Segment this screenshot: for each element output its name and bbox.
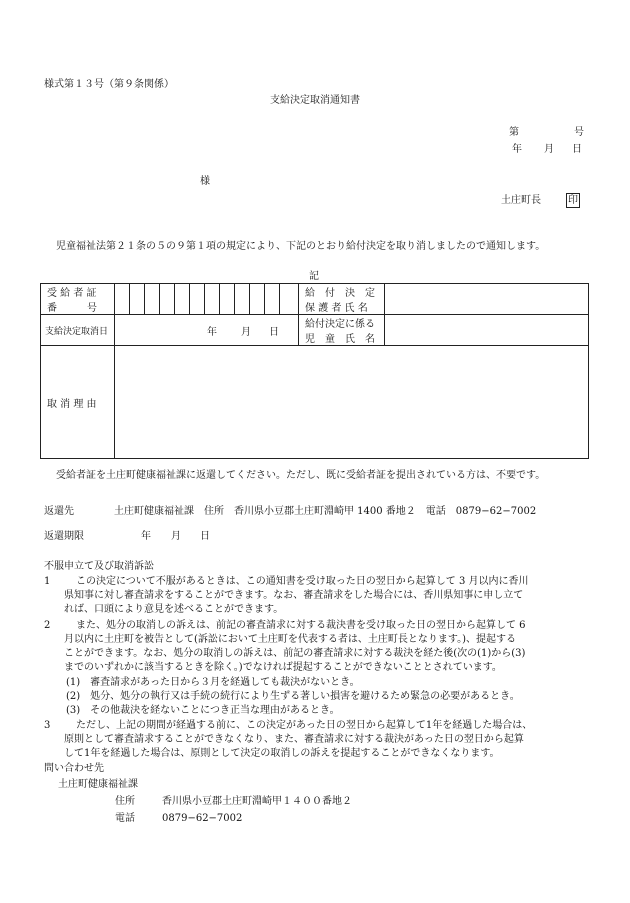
appeal-item2-line: また、処分の取消しの訴えは、前記の審査請求に対する裁決書を受け取った日の翌日から起算して 6 xyxy=(76,620,526,631)
deadline-day: 日 xyxy=(200,531,210,542)
appeal-sub-item: (1) 審査請求があった日から３月を経過しても裁決がないとき。 xyxy=(66,677,360,688)
appeal-item2-line: までのいずれかに該当するときを除く。)でなければ提起することができないこととされています。 xyxy=(64,662,502,673)
seal-icon: 印 xyxy=(568,195,578,206)
date-month: 月 xyxy=(544,144,554,155)
guardian-name-field[interactable] xyxy=(385,284,589,315)
cancellation-table xyxy=(40,283,589,459)
appeal-item2-line: ことができます。なお、処分の取消しの訴えは、前記の審査請求に対する裁決を経た後(次の(1)から(3) xyxy=(64,648,526,659)
digit-box[interactable] xyxy=(220,284,235,314)
deadline-month: 月 xyxy=(171,531,181,542)
contact-phone: 0879−62−7002 xyxy=(162,813,243,824)
appeal-item1-line: れば、口頭により意見を述べることができます。 xyxy=(64,604,284,615)
doc-number-prefix: 第 xyxy=(509,127,519,138)
digit-box[interactable] xyxy=(145,284,160,314)
appeal-item3-line: ただし、上記の期間が経過する前に、この決定があった日の翌日から起算して1年を経過した場合は、 xyxy=(76,720,533,731)
contact-phone-label: 電話 xyxy=(115,813,135,824)
date-day: 日 xyxy=(572,144,582,155)
cancel-date-day: 日 xyxy=(269,327,279,338)
cancel-date-year: 年 xyxy=(207,327,217,338)
appeal-sub-item: (3) その他裁決を経ないことにつき正当な理由があるとき。 xyxy=(66,705,340,716)
reason-field[interactable] xyxy=(115,346,589,459)
appeal-heading: 不服申立て及び取消訴訟 xyxy=(44,561,154,572)
table-row xyxy=(41,315,589,346)
return-notice-text: 受給者証を土庄町健康福祉課に返還してください。ただし、既に受給者証を提出されている方は、不要です。 xyxy=(56,470,546,481)
document-title: 支給決定取消通知書 xyxy=(270,95,360,106)
digit-box[interactable] xyxy=(130,284,145,314)
appeal-item3-line: 原則として審査請求することができなくなり、また、審査請求に対する裁決があった日の翌日から起算 xyxy=(64,734,524,745)
contact-department: 土庄町健康福祉課 xyxy=(58,779,138,790)
appeal-item1-line: 県知事に対し審査請求をすることができます。なお、審査請求をした場合には、香川県知事に申し立て xyxy=(64,590,524,601)
digit-box[interactable] xyxy=(235,284,250,314)
appeal-item3-number: 3 xyxy=(44,720,51,731)
form-number: 様式第１３号（第９条関係） xyxy=(44,79,174,90)
appeal-item3-line: して1年を経過した場合は、原則として決定の取消しの訴えを提起することができなくなります。 xyxy=(64,748,500,759)
ki-label: 記 xyxy=(309,271,319,282)
return-to-label: 返還先 xyxy=(44,506,74,517)
guardian-name-label: 給 付 決 定 保 護 者 氏 名 xyxy=(299,284,385,315)
doc-number-suffix: 号 xyxy=(574,127,584,138)
digit-box[interactable] xyxy=(175,284,190,314)
addressee-suffix: 様 xyxy=(200,176,210,187)
digit-box[interactable] xyxy=(160,284,175,314)
cancel-date-month: 月 xyxy=(241,327,251,338)
issuer-name: 土庄町長 xyxy=(501,195,541,206)
recipient-cert-number-boxes[interactable] xyxy=(115,284,299,315)
appeal-item1-line: この決定について不服があるときは、この通知書を受け取った日の翌日から起算して 3 月以内に香川 xyxy=(76,576,529,587)
appeal-sub-item: (2) 処分、処分の執行又は手続の続行により生ずる著しい損害を避けるため緊急の必要があるとき。 xyxy=(66,691,520,702)
digit-box[interactable] xyxy=(205,284,220,314)
seal-mark xyxy=(566,193,580,208)
contact-heading: 問い合わせ先 xyxy=(44,763,104,774)
reason-label: 取 消 理 由 xyxy=(41,346,115,459)
digit-box[interactable] xyxy=(265,284,280,314)
table-row xyxy=(41,284,589,315)
contact-address: 香川県小豆郡土庄町淵崎甲１４００番地２ xyxy=(162,796,352,807)
table-row xyxy=(41,346,589,459)
child-name-label: 給付決定に係る 児 童 氏 名 xyxy=(299,315,385,346)
cancel-date-label: 支給決定取消日 xyxy=(41,315,115,346)
appeal-item2-line: 月以内に土庄町を被告として(訴訟において土庄町を代表する者は、土庄町長となります。)、提起する xyxy=(64,634,517,645)
return-to-text: 土庄町健康福祉課 住所 香川県小豆郡土庄町淵崎甲 1400 番地２ 電話 0879−62−7002 xyxy=(114,506,537,517)
appeal-item1-number: 1 xyxy=(44,576,51,587)
digit-box[interactable] xyxy=(190,284,205,314)
intro-text: 児童福祉法第２１条の５の９第１項の規定により、下記のとおり給付決定を取り消しましたので通知します。 xyxy=(56,241,546,252)
recipient-cert-number-label: 受 給 者 証 番 号 xyxy=(41,284,115,315)
cancel-date-field[interactable] xyxy=(115,315,299,346)
contact-address-label: 住所 xyxy=(115,796,135,807)
digit-box[interactable] xyxy=(250,284,265,314)
deadline-label: 返還期限 xyxy=(44,531,84,542)
date-year: 年 xyxy=(512,144,522,155)
deadline-year: 年 xyxy=(141,531,151,542)
appeal-item2-number: 2 xyxy=(44,620,51,631)
digit-box[interactable] xyxy=(115,284,130,314)
digit-box[interactable] xyxy=(280,284,295,314)
child-name-field[interactable] xyxy=(385,315,589,346)
